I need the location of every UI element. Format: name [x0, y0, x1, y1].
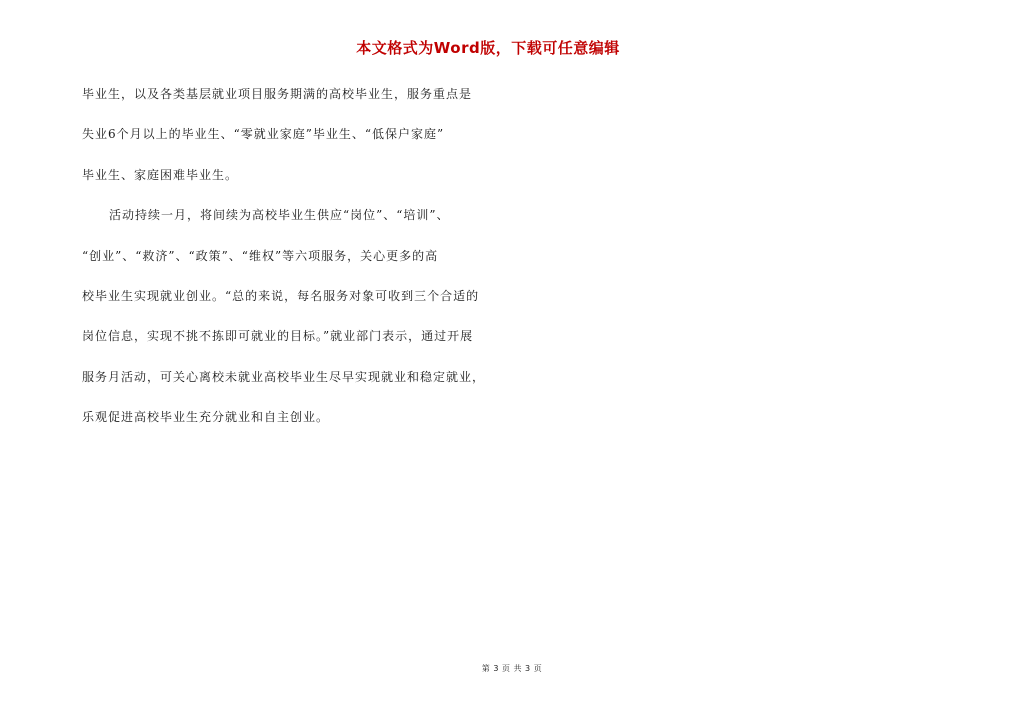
page-number-footer: 第 3 页 共 3 页: [481, 664, 543, 673]
body-line: 毕业生、家庭困难毕业生。: [82, 167, 239, 182]
body-line: 服务月活动，可关心离校未就业高校毕业生尽早实现就业和稳定就业，: [82, 369, 486, 384]
body-line: 乐观促进高校毕业生充分就业和自主创业。: [82, 410, 330, 425]
body-line: 岗位信息，实现不挑不拣即可就业的目标。”就业部门表示，通过开展: [82, 329, 474, 344]
body-line: 失业6个月以上的毕业生、“零就业家庭”毕业生、“低保户家庭”: [82, 127, 445, 142]
editable-notice-banner: 本文格式为Word版，下载可任意编辑: [356, 39, 620, 57]
paragraph-start-line: 活动持续一月，将间续为高校毕业生供应“岗位”、“培训”、: [109, 208, 450, 223]
body-line: 校毕业生实现就业创业。“总的来说，每名服务对象可收到三个合适的: [82, 288, 480, 303]
body-line: 毕业生，以及各类基层就业项目服务期满的高校毕业生，服务重点是: [82, 87, 473, 101]
document-body: [82, 83, 542, 447]
body-line: “创业”、“救济”、“政策”、“维权”等六项服务，关心更多的高: [82, 248, 439, 263]
